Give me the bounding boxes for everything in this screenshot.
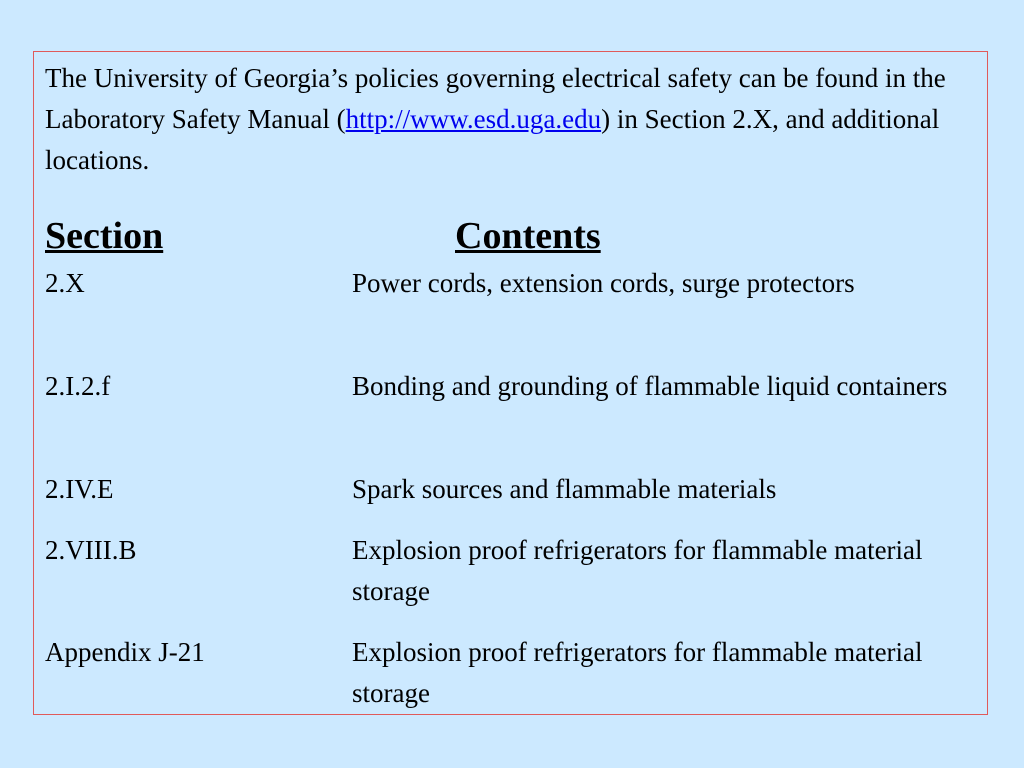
row-section: Appendix J-21: [45, 637, 205, 667]
row-section: 2.IV.E: [45, 474, 114, 504]
esd-manual-link[interactable]: http://www.esd.uga.edu: [345, 104, 602, 134]
row-section: 2.X: [45, 268, 85, 298]
row-contents: Spark sources and flammable materials: [352, 474, 777, 504]
row-contents: Bonding and grounding of flammable liquid containers: [352, 371, 948, 401]
row-section: 2.VIII.B: [45, 535, 137, 565]
section-column-header: Section: [45, 215, 164, 257]
intro-text-after-link: ) in Section 2.X, and additional locations.: [45, 104, 940, 175]
contents-column-header: Contents: [455, 215, 601, 257]
intro-paragraph: [45, 58, 980, 181]
row-contents: Explosion proof refrigerators for flammable material storage: [352, 535, 923, 606]
row-contents: Explosion proof refrigerators for flammable material storage: [352, 637, 923, 708]
intro-text-before-link: The University of Georgia’s policies governing electrical safety can be found in the Laboratory Safety Manual (: [45, 63, 946, 134]
row-section: 2.I.2.f: [45, 371, 111, 401]
row-contents: Power cords, extension cords, surge protectors: [352, 268, 855, 298]
